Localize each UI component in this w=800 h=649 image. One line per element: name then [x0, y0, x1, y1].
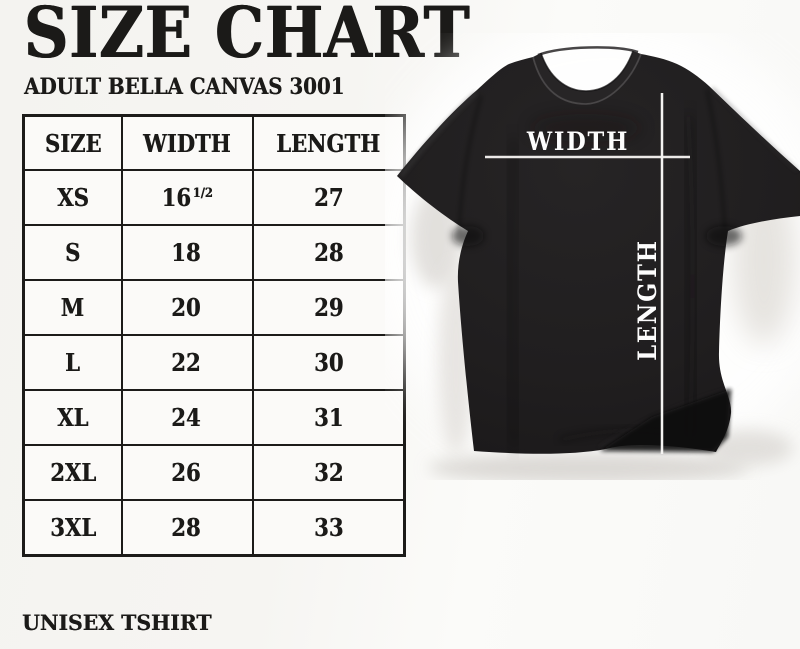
length-cell: 30: [253, 335, 405, 390]
column-header-size: SIZE: [24, 116, 122, 171]
width-cell: 20: [122, 280, 253, 335]
table-row-2xl: [24, 445, 405, 500]
length-cell: 28: [253, 225, 405, 280]
underarm-shadow-right: [706, 226, 742, 246]
width-cell: 18: [122, 225, 253, 280]
width-cell: 22: [122, 335, 253, 390]
length-cell: 31: [253, 390, 405, 445]
size-cell: M: [24, 280, 122, 335]
table-row-xs: [24, 170, 405, 225]
column-header-width: WIDTH: [122, 116, 253, 171]
shadow-under-hem: [428, 452, 748, 480]
size-table: [22, 114, 406, 557]
length-cell: 27: [253, 170, 405, 225]
table-row-l: [24, 335, 405, 390]
table-row-xl: [24, 390, 405, 445]
length-cell: 29: [253, 280, 405, 335]
width-cell: 16 $^{1/2}$: [122, 170, 253, 225]
body-crease-left: [510, 138, 515, 448]
length-cell: 32: [253, 445, 405, 500]
width-cell: 28: [122, 500, 253, 556]
size-cell: XS: [24, 170, 122, 225]
body-crease-right: [688, 115, 693, 440]
underarm-shadow-left: [452, 226, 484, 246]
length-measure-label: LENGTH: [632, 239, 663, 361]
length-cell: 33: [253, 500, 405, 556]
size-table-header-row: [24, 116, 405, 171]
width-cell: 24: [122, 390, 253, 445]
table-row-s: [24, 225, 405, 280]
size-cell: 3XL: [24, 500, 122, 556]
size-cell: 2XL: [24, 445, 122, 500]
footer-note: UNISEX TSHIRT: [22, 610, 212, 635]
table-row-3xl: [24, 500, 405, 556]
width-measure-label: WIDTH: [526, 126, 630, 157]
width-cell: 26: [122, 445, 253, 500]
size-cell: XL: [24, 390, 122, 445]
table-row-m: [24, 280, 405, 335]
size-cell: S: [24, 225, 122, 280]
page-title: SIZE CHART: [24, 0, 471, 74]
page-subtitle: ADULT BELLA CANVAS 3001: [24, 74, 345, 100]
size-cell: L: [24, 335, 122, 390]
width-fraction: 1/2: [192, 186, 213, 201]
column-header-length: LENGTH: [253, 116, 405, 171]
tshirt-photo: [385, 33, 800, 480]
